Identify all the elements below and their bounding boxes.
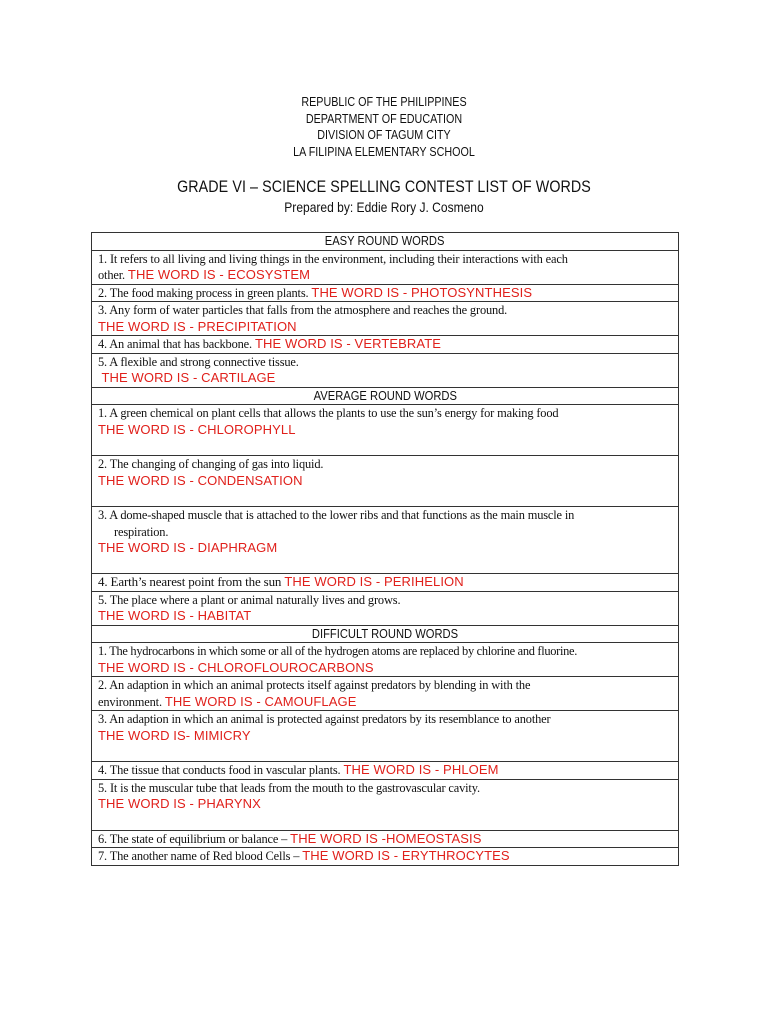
answer-text: THE WORD IS - CAMOUFLAGE [164,693,357,709]
question-text: 7. The another name of Red blood Cells – [98,849,303,863]
question-text: 6. The state of equilibrium or balance – [98,831,291,846]
answer-text: THE WORD IS - CARTILAGE [98,370,276,385]
table-row [92,830,679,848]
list-item [92,336,679,354]
answer-text: THE WORD IS -HOMEOSTASIS [290,830,482,846]
list-item [92,591,679,625]
section-header-row [92,233,679,251]
answer-text: THE WORD IS - PRECIPITATION [98,318,297,334]
question-text: 2. The changing of changing of gas into liquid. [98,457,324,471]
answer-text: THE WORD IS - CONDENSATION [98,472,303,488]
answer-text: THE WORD IS - PHOTOSYNTHESIS [311,284,533,300]
list-item [92,574,679,592]
table-row [92,762,679,780]
table-row [92,779,679,830]
list-item [92,830,679,848]
list-item [92,507,679,574]
question-text: 5. A flexible and strong connective tissue. [98,354,299,369]
list-item [92,711,679,762]
table-row [92,336,679,354]
prepared-by: Prepared by: Eddie Rory J. Cosmeno [284,199,484,215]
table-row [92,405,679,456]
question-text: 1. A green chemical on plant cells that allows the plants to use the sun’s energy for making food [98,406,559,420]
header-department: DEPARTMENT OF EDUCATION [305,111,463,126]
section-heading-easy: EASY ROUND WORDS [92,233,679,251]
section-header-row [92,387,679,405]
table-row [92,591,679,625]
question-text: 2. The food making process in green plants. [98,285,312,300]
question-text-cont: environment. [98,694,165,709]
table-row [92,574,679,592]
question-text: 4. The tissue that conducts food in vascular plants. [98,763,344,777]
table-row [92,677,679,711]
word-list-table [91,232,679,866]
answer-text: THE WORD IS - CHLOROPHYLL [98,421,296,437]
list-item [92,405,679,456]
question-text: 1. The hydrocarbons in which some or all of the hydrogen atoms are replaced by chlorine and fluorine. [98,644,578,658]
section-header-row [92,625,679,643]
list-item [92,250,679,284]
list-item [92,848,679,866]
list-item [92,779,679,830]
question-text: 4. Earth’s nearest point from the sun [98,574,285,589]
question-text-cont: respiration. [114,524,169,539]
section-heading-difficult: DIFFICULT ROUND WORDS [92,625,679,643]
table-row [92,643,679,677]
list-item [92,302,679,336]
question-text: 5. It is the muscular tube that leads from the mouth to the gastrovascular cavity. [98,780,480,795]
table-row [92,507,679,574]
answer-text: THE WORD IS - CHLOROFLOUROCARBONS [98,659,374,675]
answer-text: THE WORD IS- MIMICRY [98,727,251,743]
question-text: 3. Any form of water particles that falls from the atmosphere and reaches the ground. [98,303,508,317]
list-item [92,284,679,302]
answer-text: THE WORD IS - PHLOEM [343,762,499,777]
list-item [92,677,679,711]
header-division: DIVISION OF TAGUM CITY [317,128,451,142]
question-text: 5. The place where a plant or animal naturally lives and grows. [98,592,401,607]
question-text-cont: other. [98,268,128,282]
title-block [0,176,768,216]
question-text: 3. A dome-shaped muscle that is attached to the lower ribs and that functions as the main muscle in [98,508,575,522]
answer-text: THE WORD IS - VERTEBRATE [254,336,442,351]
list-item [92,456,679,507]
table-row [92,711,679,762]
document-title: GRADE VI – SCIENCE SPELLING CONTEST LIST OF WORDS [177,177,591,196]
list-item [92,643,679,677]
section-heading-average: AVERAGE ROUND WORDS [92,387,679,405]
table-row [92,284,679,302]
answer-text: THE WORD IS - PHARYNX [98,796,261,811]
answer-text: THE WORD IS - ERYTHROCYTES [302,848,510,863]
question-text: 2. An adaption in which an animal protects itself against predators by blending in with the [98,678,531,692]
question-text: 4. An animal that has backbone. [98,337,255,351]
table-row [92,302,679,336]
header-country: REPUBLIC OF THE PHILIPPINES [301,95,467,109]
header-school: LA FILIPINA ELEMENTARY SCHOOL [293,144,475,159]
list-item [92,762,679,780]
list-item [92,353,679,387]
letterhead [0,94,768,160]
answer-text: THE WORD IS - PERIHELION [284,574,464,589]
table-row [92,250,679,284]
table-row [92,848,679,866]
answer-text: THE WORD IS - DIAPHRAGM [98,540,278,555]
answer-text: THE WORD IS - ECOSYSTEM [127,267,311,282]
table-row [92,456,679,507]
table-row [92,353,679,387]
question-text: 1. It refers to all living and living things in the environment, including their interactions with each [98,251,568,266]
question-text: 3. An adaption in which an animal is protected against predators by its resemblance to another [98,712,551,726]
answer-text: THE WORD IS - HABITAT [98,608,252,623]
